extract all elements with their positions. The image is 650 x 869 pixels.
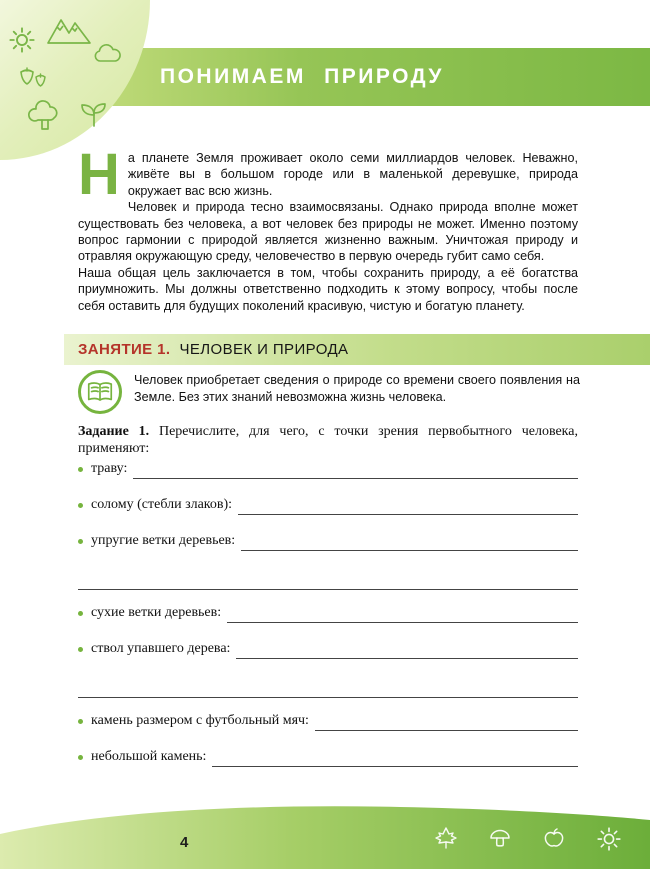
mountains-icon [46,12,92,46]
note-text: Человек приобретает сведения о природе со времени своего появления на Земле. Без этих знаний невозможна жизнь человека. [134,373,580,404]
page-number: 4 [180,834,189,851]
bullet-icon [78,755,83,760]
answer-line [78,568,578,590]
open-book-icon [78,370,122,414]
task-heading [78,424,578,457]
corner-decoration [0,0,150,160]
task-item-label: солому (стебли злаков): [91,497,233,512]
sprout-icon [78,98,110,128]
note-block [78,370,580,414]
task-text: Перечислите, для чего, с точки зрения первобытного человека, применяют: [78,424,578,456]
acorn-icon [16,62,50,94]
task-item [78,496,578,518]
task-item [78,748,578,770]
intro-paragraph-1-text: а планете Земля проживает около семи миллиардов человек. Неважно, живёте вы в большом городе или в маленькой деревушке, природа окружает вас всю жизнь. [127,151,578,198]
answer-line [78,676,578,698]
section-header [64,334,650,365]
task-item-label: ствол упавшего дерева: [91,641,231,656]
task-label: Задание 1. [78,424,150,439]
bullet-icon [78,647,83,652]
task-item-label: траву: [91,461,128,476]
answer-line [133,460,578,479]
apple-icon [542,826,566,852]
answer-line [238,496,578,515]
bullet-icon [78,467,83,472]
sun-icon [8,26,36,54]
answer-line [212,748,578,767]
drop-cap: Н [78,142,120,207]
bullet-icon [78,503,83,508]
answer-line [236,640,578,659]
intro-paragraph-2: Человек и природа тесно взаимосвязаны. Однако природа вполне может существовать без человека, а вот человек без природы не может. Именно поэтому вопрос гармонии с природой является жизненно важным. Уничтожая природу и отравляя окружающую среду, человечество в первую очередь губит само себя. [78,200,578,264]
task-item [78,640,578,662]
page-title: ПОНИМАЕМ ПРИРОДУ [160,65,444,88]
intro-section [78,142,578,314]
task-item-label: сухие ветки деревьев: [91,605,222,620]
task-item [78,460,578,482]
page-header [112,48,650,106]
bullet-icon [78,719,83,724]
answer-line [241,532,578,551]
bullet-icon [78,539,83,544]
task-item-label: небольшой камень: [91,749,207,764]
task-item-label: камень размером с футбольный мяч: [91,713,309,728]
section-title: ЧЕЛОВЕК И ПРИРОДА [179,341,349,358]
maple-leaf-icon [434,826,458,852]
tree-icon [26,96,64,134]
sun-icon [596,826,622,852]
mushroom-icon [488,826,512,852]
task-item-label: упругие ветки деревьев: [91,533,236,548]
answer-line [227,604,578,623]
task-item [78,532,578,554]
bullet-icon [78,611,83,616]
section-label: ЗАНЯТИЕ 1. [78,341,171,358]
intro-paragraph-3: Наша общая цель заключается в том, чтобы сохранить природу, а её богатства приумножить. Мы должны ответственно подходить к этому вопросу, чтобы после себя оставить для будущих поколений красивую, чистую и богатую планету. [78,265,578,313]
task-item [78,712,578,734]
footer-icons [434,826,622,852]
intro-paragraph-1 [78,142,578,207]
task-items [78,460,578,784]
cloud-icon [92,42,124,66]
answer-line [315,712,578,731]
task-item [78,604,578,626]
